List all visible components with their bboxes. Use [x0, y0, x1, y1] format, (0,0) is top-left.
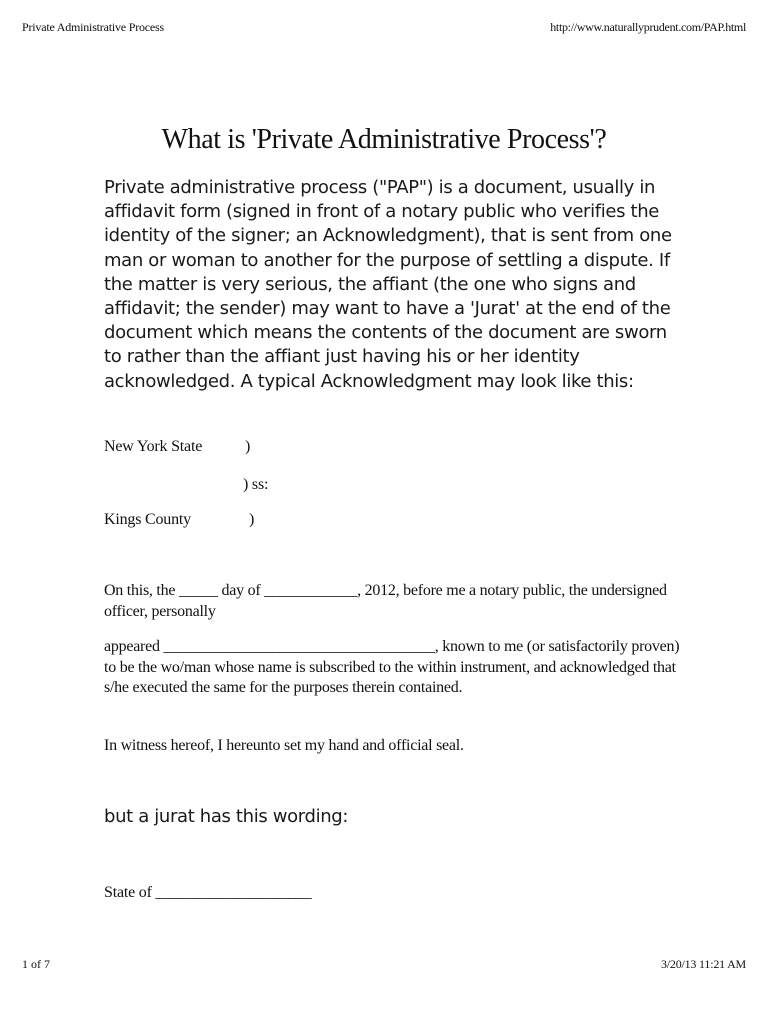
intro-paragraph: Private administrative process ("PAP") is a document, usually in affidavit form (signed in front of a notary public who verifies the identity of the signer; an Acknowledgment), that is sent from one man or woman to another for the purpose of settling a dispute. If the matter is very serious, the affiant (the one who signs and affidavit; the sender) may want to have a 'Jurat' at the end of the document which means the contents of the document are sworn to rather than the affiant just having his or her identity acknowledged. A typical Acknowledgment may look like this:	[104, 177, 672, 392]
document-title: What is 'Private Administrative Process'?	[161, 124, 607, 155]
venue-state-paren: )	[245, 438, 251, 455]
acknowledgment-paragraph-1: On this, the _____ day of ____________, 2012, before me a notary public, the undersigned officer, personally	[104, 582, 667, 620]
footer-timestamp: 3/20/13 11:21 AM	[660, 957, 746, 971]
venue-county-paren: )	[249, 511, 255, 528]
venue-state-label: New York State	[104, 438, 203, 455]
jurat-intro: but a jurat has this wording:	[104, 806, 349, 827]
header-url: http://www.naturallyprudent.com/PAP.html	[550, 20, 746, 34]
venue-county-label: Kings County	[104, 511, 191, 528]
state-of-line: State of ____________________	[104, 884, 312, 901]
footer-page-number: 1 of 7	[22, 957, 50, 971]
venue-ss-line: ) ss:	[243, 476, 269, 493]
witness-line: In witness hereof, I hereunto set my hand and official seal.	[104, 737, 464, 754]
header-page-title: Private Administrative Process	[22, 20, 164, 34]
acknowledgment-paragraph-2: appeared ___________________________________, known to me (or satisfactorily proven) to be the wo/man whose name is subscribed to the within instrument, and acknowledged that s/he executed the same for the purposes therein contained.	[104, 638, 680, 696]
